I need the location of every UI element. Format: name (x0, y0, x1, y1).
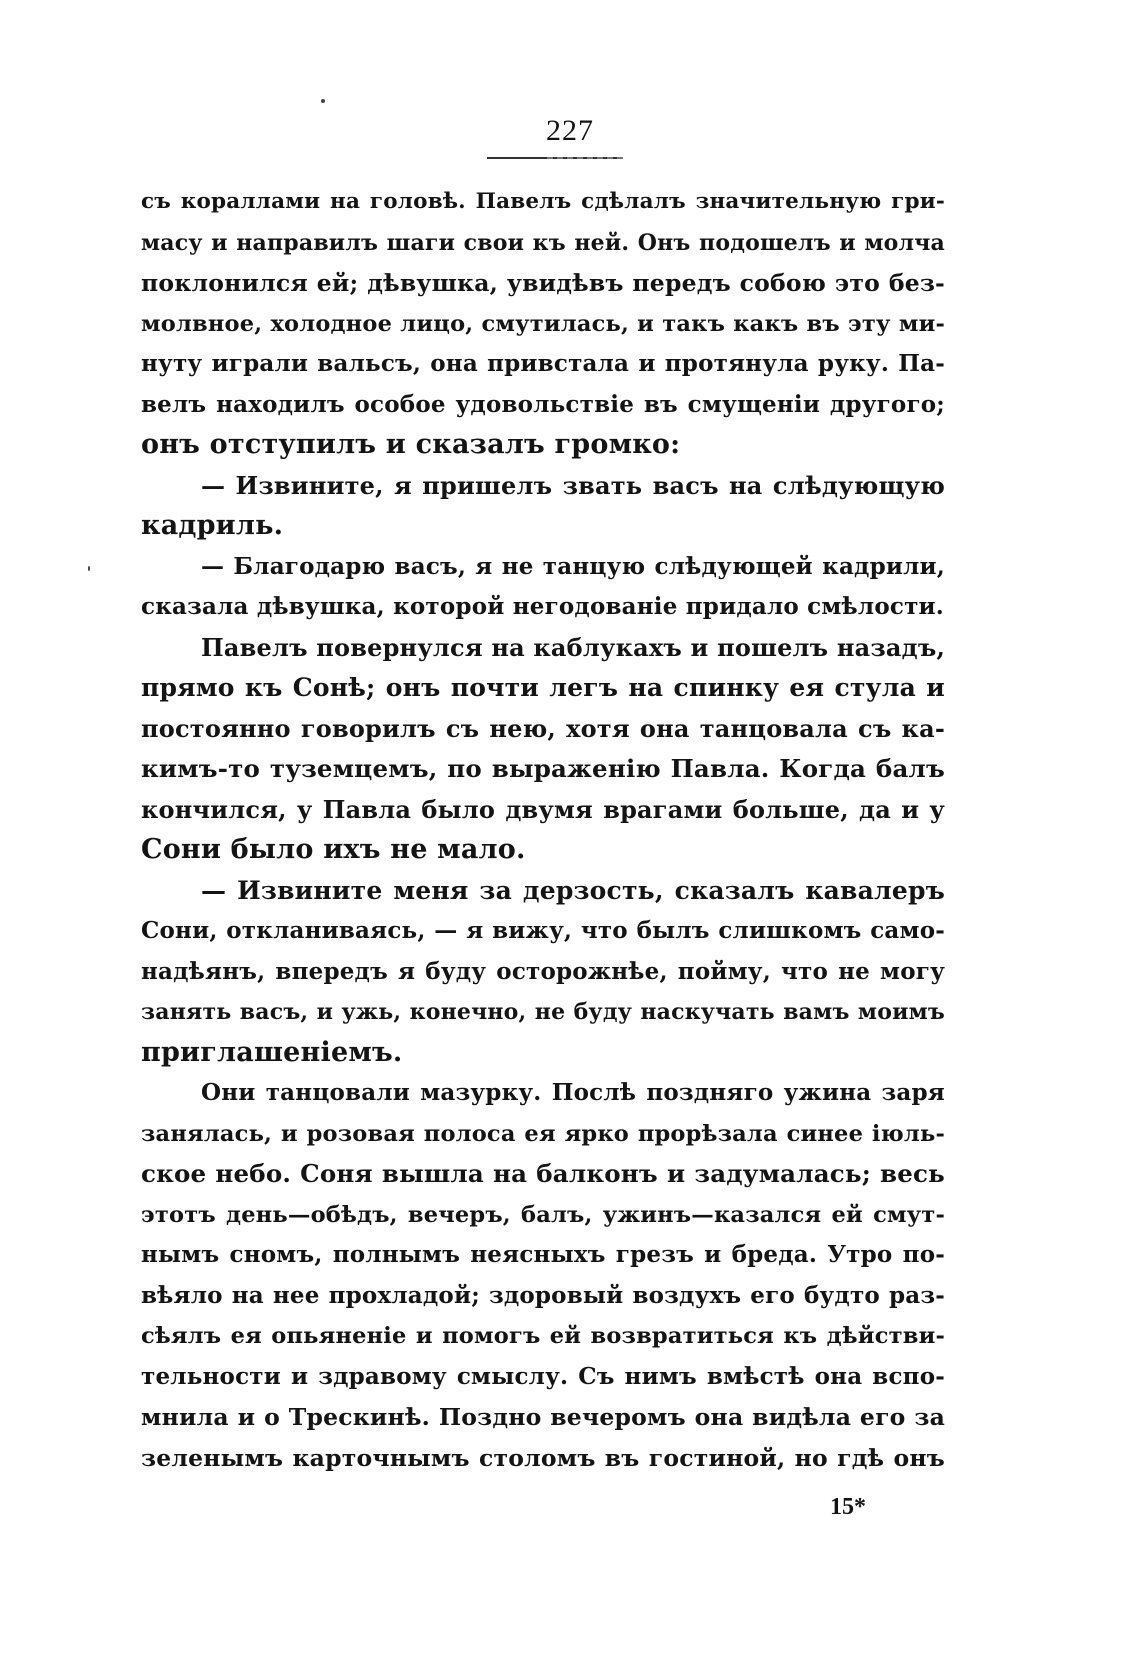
text-line: постоянно говорилъ съ нею, хотя она танцовала съ ка- (141, 713, 945, 743)
text-line: масу и направилъ шаги свои къ ней. Онъ подошелъ и молча (141, 229, 945, 256)
print-speck (88, 566, 90, 571)
text-line: кимъ-то туземцемъ, по выраженію Павла. Когда балъ (141, 754, 945, 783)
text-line: нуту играли вальсъ, она привстала и протянула руку. Па- (141, 350, 945, 377)
text-line: сѣялъ ея опьяненіе и помогъ ей возвратиться къ дѣйстви- (141, 1323, 945, 1349)
text-line: — Извините, я пришелъ звать васъ на слѣдующую (201, 470, 945, 500)
text-line: надѣянъ, впередъ я буду осторожнѣе, пойму, что не могу (141, 957, 945, 985)
text-line: зеленымъ карточнымъ столомъ въ гостиной, но гдѣ онъ (141, 1443, 945, 1472)
text-line: Сони, откланиваясь, — я вижу, что былъ слишкомъ само- (141, 917, 945, 944)
text-line: поклонился ей; дѣвушка, увидѣвъ передъ собою это без- (141, 269, 945, 297)
text-line: велъ находилъ особое удовольствіе въ смущеніи другого; (141, 390, 945, 418)
text-line: Павелъ повернулся на каблукахъ и пошелъ назадъ, (201, 632, 945, 662)
text-line: приглашеніемъ. (141, 1036, 403, 1068)
text-line: кончился, у Павла было двумя врагами больше, да и у (141, 794, 945, 824)
page-number: 227 (546, 114, 594, 147)
text-line: — Извините меня за дерзость, сказалъ кавалеръ (201, 875, 945, 905)
text-line: прямо къ Сонѣ; онъ почти легъ на спинку ея стула и (141, 673, 945, 702)
text-line: онъ отступилъ и сказалъ громко: (141, 429, 681, 460)
signature-mark: 15* (830, 1494, 866, 1520)
text-line: кадриль. (141, 510, 284, 541)
text-line: занять васъ, и ужь, конечно, не буду наскучать вамъ моимъ (141, 999, 945, 1025)
text-line: сказала дѣвушка, которой негодованіе придало смѣлости. (141, 593, 944, 620)
text-line: тельности и здравому смыслу. Съ нимъ вмѣстѣ она вспо- (141, 1362, 945, 1390)
text-line: мнила и о Трескинѣ. Поздно вечеромъ она видѣла его за (141, 1403, 945, 1431)
text-line: нымъ сномъ, полнымъ неясныхъ грезъ и бреда. Утро по- (141, 1241, 945, 1268)
text-line: Они танцовали мазурку. Послѣ поздняго ужина заря (201, 1079, 945, 1106)
text-line: этотъ день—обѣдъ, вечеръ, балъ, ужинъ—казался ей смут- (141, 1201, 945, 1228)
text-line: — Благодарю васъ, я не танцую слѣдующей кадрили, (201, 552, 945, 580)
print-speck (321, 99, 325, 103)
text-line: съ кораллами на головѣ. Павелъ сдѣлалъ значительную гри- (141, 189, 945, 214)
text-line: молвное, холодное лицо, смутилась, и такъ какъ въ эту ми- (141, 310, 945, 337)
text-line: ское небо. Соня вышла на балконъ и задумалась; весь (141, 1159, 945, 1188)
body-text (141, 182, 945, 1478)
page-header (0, 114, 1140, 148)
text-line: вѣяло на нее прохладой; здоровый воздухъ его будто раз- (141, 1281, 945, 1309)
text-line: занялась, и розовая полоса ея ярко прорѣзала синее іюль- (141, 1120, 945, 1147)
header-rule (487, 157, 623, 159)
text-line: Сони было ихъ не мало. (141, 834, 526, 865)
